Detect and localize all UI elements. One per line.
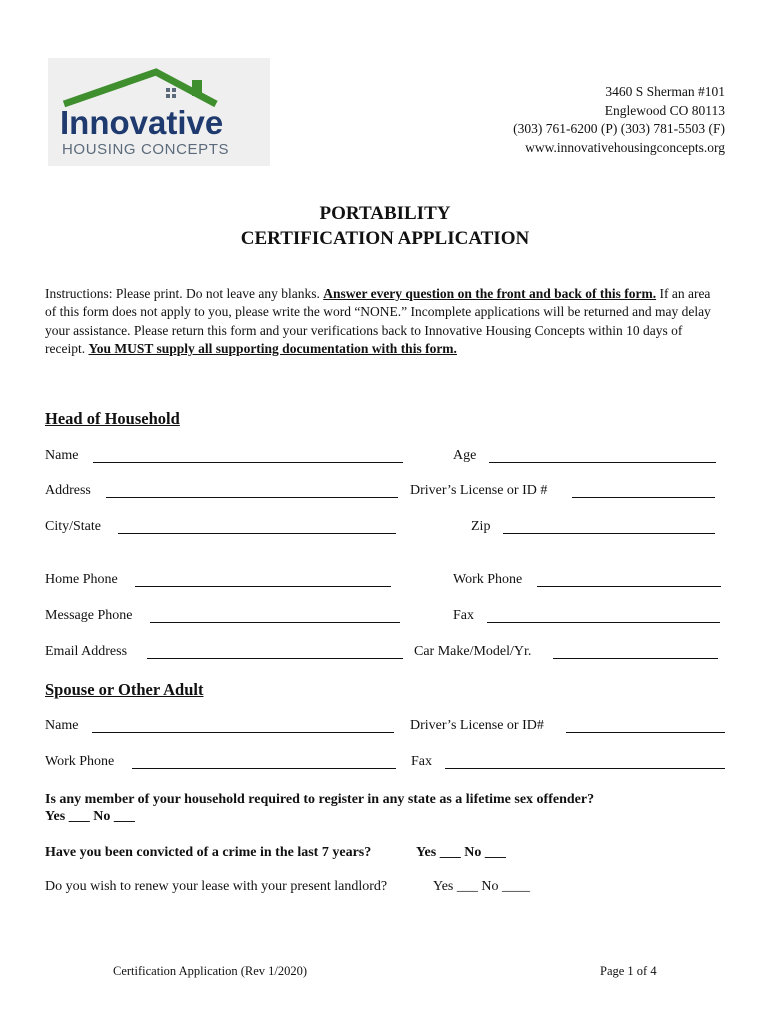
question-sex-offender: Is any member of your household required to register in any state as a lifetime sex offender? [45,792,595,807]
spouse-fax-field[interactable] [445,768,725,769]
hoh-zip-field[interactable] [503,533,715,534]
footer-page-number: Page 1 of 4 [600,964,657,978]
form-title-line2: CERTIFICATION APPLICATION [240,228,530,249]
hoh-home-phone-label: Home Phone [45,572,118,587]
hoh-work-phone-field[interactable] [537,586,721,587]
address-website: www.innovativehousingconcepts.org [525,139,725,155]
hoh-license-field[interactable] [572,497,715,498]
question-renew-lease-answers[interactable]: Yes ___ No ____ [433,879,530,894]
hoh-home-phone-field[interactable] [135,586,391,587]
form-title-line1: PORTABILITY [319,203,451,224]
question-renew-lease: Do you wish to renew your lease with your present landlord? [45,879,388,894]
hoh-message-phone-field[interactable] [150,622,400,623]
footer-form-revision: Certification Application (Rev 1/2020) [113,964,308,978]
address-street: 3460 S Sherman #101 [605,84,725,99]
address-phones: (303) 761-6200 (P) (303) 781-5503 (F) [513,121,725,136]
hoh-fax-field[interactable] [487,622,720,623]
hoh-address-label: Address [45,483,91,498]
hoh-license-label: Driver’s License or ID # [410,483,548,498]
head-of-household-heading: Head of Household [45,409,180,428]
instructions-bold-1: Answer every question on the front and back of this form. [323,286,657,301]
hoh-message-phone-label: Message Phone [45,608,133,623]
hoh-fax-label: Fax [453,608,474,623]
spouse-work-phone-field[interactable] [132,768,396,769]
instructions-text-2: If an area of this form does not apply to you, please write the word “NONE.” Incomplete applications will be returned and may delay your assistance. Please return this form and your verifications back to Innovative Housing Concepts within 10 days of receipt. [45,286,711,356]
question-crime-answers[interactable]: Yes ___ No ___ [416,845,506,860]
company-logo [48,58,270,166]
hoh-car-label: Car Make/Model/Yr. [414,644,532,659]
hoh-age-field[interactable] [489,462,716,463]
hoh-email-field[interactable] [147,658,403,659]
hoh-email-label: Email Address [45,644,128,659]
company-address [513,83,725,157]
question-sex-offender-answers[interactable]: Yes ___ No ___ [45,809,135,824]
logo-word-innovative: Innovative [60,104,224,141]
address-city: Englewood CO 80113 [604,102,725,118]
hoh-city-state-field[interactable] [118,533,396,534]
hoh-name-field[interactable] [93,462,403,463]
spouse-fax-label: Fax [411,754,432,769]
logo-word-housing-concepts: HOUSING CONCEPTS [62,141,230,158]
instructions [45,285,725,358]
instructions-text-1: Instructions: Please print. Do not leave any blanks. [45,286,324,301]
spouse-name-field[interactable] [92,732,394,733]
hoh-city-state-label: City/State [45,519,101,534]
hoh-age-label: Age [453,448,477,463]
hoh-car-field[interactable] [553,658,718,659]
hoh-address-field[interactable] [106,497,398,498]
hoh-name-label: Name [45,448,79,463]
question-crime: Have you been convicted of a crime in the last 7 years? [45,845,372,860]
spouse-name-label: Name [45,718,79,733]
hoh-zip-label: Zip [471,519,491,534]
instructions-bold-2: You MUST supply all supporting documentation with this form. [88,340,457,356]
spouse-license-field[interactable] [566,732,725,733]
spouse-license-label: Driver’s License or ID# [410,718,544,733]
hoh-work-phone-label: Work Phone [453,572,523,587]
spouse-heading: Spouse or Other Adult [45,680,204,699]
spouse-work-phone-label: Work Phone [45,754,115,769]
